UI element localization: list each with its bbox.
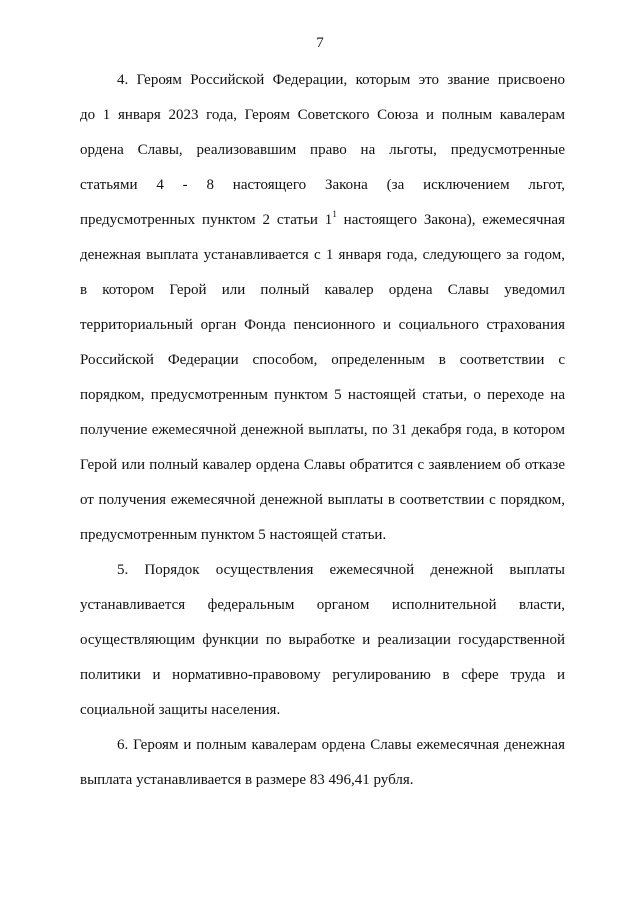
paragraph-4-line: территориальный орган Фонда пенсионного и социального страхования bbox=[80, 317, 565, 333]
paragraph-5-line: 5. Порядок осуществления ежемесячной денежной выплаты bbox=[117, 562, 565, 578]
paragraph-4-line: Герой или полный кавалер ордена Славы обратится с заявлением об отказе bbox=[80, 457, 565, 473]
paragraph-4-line: до 1 января 2023 года, Героям Советского Союза и полным кавалерам bbox=[80, 107, 565, 123]
paragraph-4-line: получение ежемесячной денежной выплаты, по 31 декабря года, в котором bbox=[80, 422, 565, 438]
paragraph-4-line: ордена Славы, реализовавшим право на льготы, предусмотренные bbox=[80, 142, 565, 158]
paragraph-4-line-with-superscript bbox=[80, 209, 565, 229]
paragraph-5-line: политики и нормативно-правовому регулированию в сфере труда и bbox=[80, 667, 565, 683]
paragraph-6-line: 6. Героям и полным кавалерам ордена Славы ежемесячная денежная bbox=[117, 737, 565, 753]
paragraph-5-line: устанавливается федеральным органом исполнительной власти, bbox=[80, 597, 565, 613]
paragraph-4-line: Российской Федерации способом, определенным в соответствии с bbox=[80, 352, 565, 368]
paragraph-4-line: в котором Герой или полный кавалер ордена Славы уведомил bbox=[80, 282, 565, 298]
page-number: 7 bbox=[316, 35, 324, 51]
paragraph-6-line: выплата устанавливается в размере 83 496,41 рубля. bbox=[80, 772, 414, 788]
paragraph-4-line: 4. Героям Российской Федерации, которым это звание присвоено bbox=[117, 72, 565, 88]
paragraph-4-line: от получения ежемесячной денежной выплаты в соответствии с порядком, bbox=[80, 492, 565, 508]
paragraph-4-line: статьями 4 - 8 настоящего Закона (за исключением льгот, bbox=[80, 177, 565, 193]
paragraph-5-line: социальной защиты населения. bbox=[80, 702, 281, 718]
paragraph-5-line: осуществляющим функции по выработке и реализации государственной bbox=[80, 632, 565, 648]
line-text-tail: настоящего Закона), ежемесячная bbox=[336, 212, 565, 228]
paragraph-4-line: предусмотренным пунктом 5 настоящей статьи. bbox=[80, 527, 387, 543]
paragraph-4-line: порядком, предусмотренным пунктом 5 настоящей статьи, о переходе на bbox=[80, 387, 565, 403]
line-text: предусмотренных пунктом 2 статьи 1 bbox=[80, 212, 333, 228]
paragraph-4-line: денежная выплата устанавливается с 1 января года, следующего за годом, bbox=[80, 247, 565, 263]
superscript: 1 bbox=[332, 209, 337, 219]
